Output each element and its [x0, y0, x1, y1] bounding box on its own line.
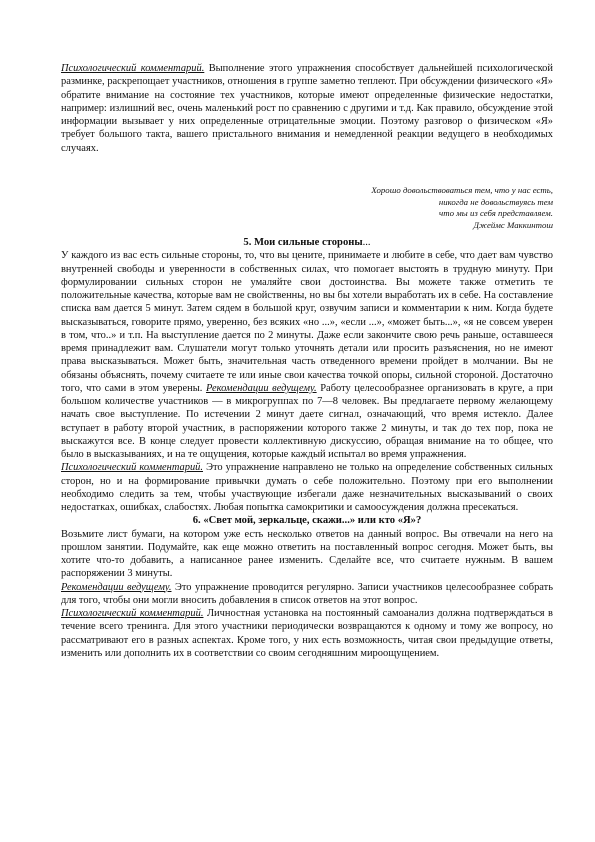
epigraph-line-2: никогда не довольствуясь тем [438, 196, 553, 207]
comment-text: Выполнение этого упражнения способствует дальнейшей психологической разминке, раскрепощает участников, отношения в группе заметно теплеют. При обсуждении физического «Я» обратите внимание на состояние тех участников, которые имеют определенные физические недостатки, например: излишний вес, очень маленький рост по сравнению с другими и т.д. Как правило, обсуждение этой информации вызывает у них определенные отрицательные эмоции. Поэтому разговор о физическом «Я» требует большого такта, вашего пристального внимания и немедленной реакции ведущего в необходимых случаях. [61, 63, 553, 154]
section-5-title [61, 236, 553, 249]
section-5-comment: Это упражнение направлено не только на определение собственных сильных сторон, но и на формирование привычки думать о себе положительно. Поэтому при его выполнении необходимо следить за тем, чтобы участвующие избегали даже незначительных высказываний о своих недостатках, ошибках, слабостях. Любая попытка самокритики и самоосуждения должна пресекаться. [61, 462, 553, 513]
section-5-paragraph-1 [61, 249, 553, 461]
section-5-paragraph-2 [61, 461, 553, 514]
section-6-paragraph-2 [61, 581, 553, 608]
comment-label: Психологический комментарий. [61, 608, 204, 619]
epigraph-line-1: Хорошо довольствоваться тем, что у нас есть, [371, 185, 553, 195]
epigraph-line-3: что мы из себя представляем. [439, 208, 553, 219]
section-6-paragraph-3 [61, 607, 553, 660]
section-5-title-tail: ... [362, 237, 371, 248]
section-5-instructions: У каждого из вас есть сильные стороны, то, что вы цените, принимаете и любите в себе, что дает вам чувство внутренней свободы и уверенности в собственных силах, что помогает выстоять в трудную минуту. При формулировании сильных сторон не умаляйте свои достоинства. Вы можете также отметить те положительные качества, которые вам не свойственны, но вы бы хотели выработать их в себе. На составление списка вам дается 5 минут. Затем сядем в большой круг, озвучим записи и комментарии к ним. Когда будете высказываться, говорите прямо, уверенно, без всяких «но ...», «если ...», «может быть...», «я не совсем уверен в том, что..» и т.п. На выступление дается по 2 минуты. Даже если закончите свою речь раньше, оставшееся время принадлежит вам. Слушатели могут только уточнять детали или просить разъяснения, но не имеют права высказываться. Может быть, значительная часть отведенного времени пройдет в молчании. Вы не обязаны объяснять, почему считаете те или иные свои качества точкой опоры, сильной стороной. Достаточно того, что сами в этом уверены. [61, 250, 553, 394]
recommendations-label: Рекомендации ведущему. [205, 382, 317, 394]
recommendations-label: Рекомендации ведущему. [61, 581, 172, 593]
section-6-recommendations: Это упражнение проводится регулярно. Записи участников целесообразнее собрать для того, чтобы они могли вносить добавления в список ответов на этот вопрос. [61, 581, 553, 606]
epigraph-author: Джеймс Маккинтош [473, 219, 553, 230]
section-6-comment: Личностная установка на постоянный самоанализ должна подтверждаться в течение всего тренинга. Для этого участники периодически возвращаются к одному и тому же вопросу, но рассматривают его в разных аспектах. Кроме того, у них есть возможность, читая свои предыдущие ответы, изменить или дополнить их в соответствии со своим сегодняшним мироощущением. [61, 608, 553, 659]
intro-comment-block [61, 62, 553, 155]
comment-label: Психологический комментарий. [61, 462, 203, 474]
epigraph [253, 185, 553, 231]
exercises-block [61, 236, 553, 660]
comment-paragraph [61, 62, 553, 155]
comment-label: Психологический комментарий. [61, 63, 205, 74]
section-5-recommendations: Работу целесообразнее организовать в круге, а при большом количестве участников — в микрогруппах по 7—8 человек. Вы предлагаете первому желающему начать свое выступление. По истечении 2 минут даете сигнал, означающий, что время истекло. Далее вступает в работу второй участник, в распоряжении которого также 2 минуты, и так до тех пор, пока не выскажутся все. В конце следует провести коллективную дискуссию, обращая внимание на то общее, что было в высказываниях, и на те ощущения, которые каждый испытал во время упражнения. [61, 382, 554, 460]
section-6-title: 6. «Свет мой, зеркальце, скажи...» или кто «Я»? [192, 515, 422, 527]
section-6-paragraph-1: Возьмите лист бумаги, на котором уже есть несколько ответов на данный вопрос. Вы отвечали на него на прошлом занятии. Подумайте, как еще можно ответить на поставленный вопрос сегодня. Может быть, вы хотите что-то добавить, а написанное ранее изменить. Сделайте все, что считаете нужным. В вашем распоряжении 3 минуты. [61, 528, 553, 580]
section-5-title-text: 5. Мои сильные стороны [243, 237, 363, 248]
